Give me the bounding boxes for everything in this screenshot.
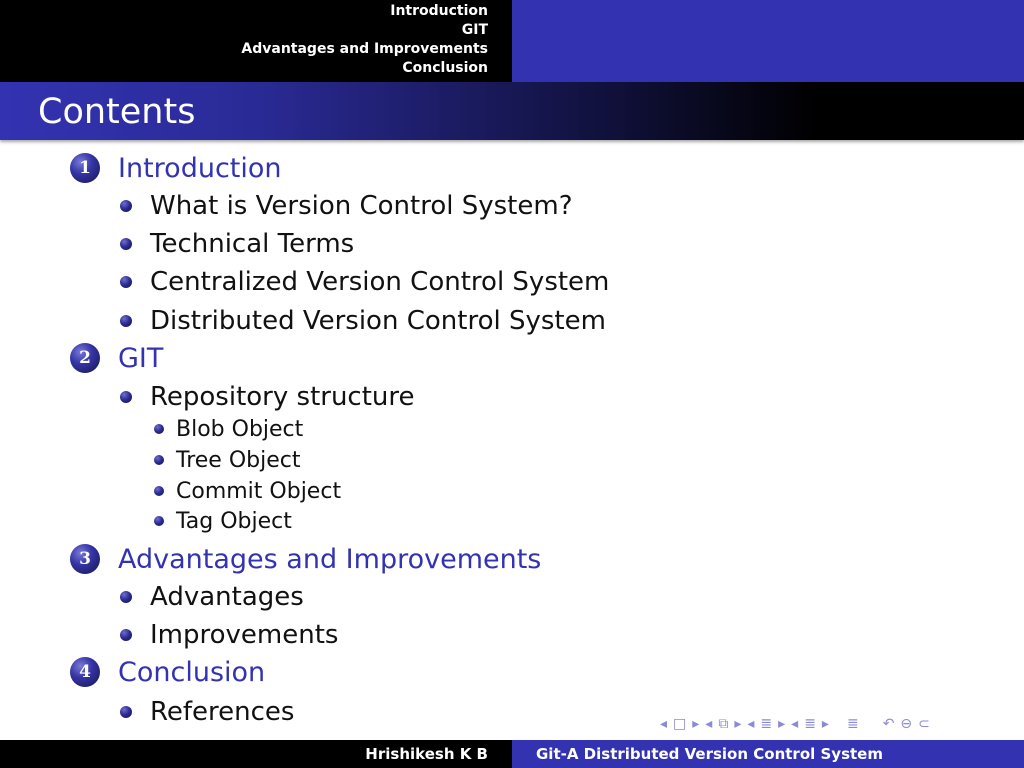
bullet-icon xyxy=(120,591,132,603)
toc-subsection-label: Improvements xyxy=(150,620,339,650)
toc-section-label: Advantages and Improvements xyxy=(118,543,542,575)
header-nav-introduction[interactable]: Introduction xyxy=(390,3,488,19)
toc-subsubsection[interactable] xyxy=(154,415,303,443)
next-section-icon[interactable]: ▸ xyxy=(778,716,786,732)
section-number-ball: 1 xyxy=(70,153,100,183)
toc-section-label: Introduction xyxy=(118,152,282,184)
toc-subsubsection-label: Tree Object xyxy=(176,447,301,473)
toc-section-label: GIT xyxy=(118,342,164,374)
toc-subsection-label: What is Version Control System? xyxy=(150,191,573,221)
bullet-icon xyxy=(120,315,132,327)
header-nav-git[interactable]: GIT xyxy=(461,22,488,38)
section-icon[interactable]: ≣ xyxy=(760,716,773,732)
toc-subsubsection[interactable] xyxy=(154,446,300,474)
section-number-ball: 2 xyxy=(70,343,100,373)
section-number-ball: 3 xyxy=(70,544,100,574)
bullet-icon xyxy=(120,706,132,718)
bullet-icon xyxy=(154,486,164,496)
toc-subsection-label: References xyxy=(150,697,295,727)
bullet-icon xyxy=(154,424,164,434)
subsection-icon[interactable]: ⧉ xyxy=(718,716,729,732)
section-number-ball: 4 xyxy=(70,657,100,687)
bullet-icon xyxy=(120,629,132,641)
toc-subsection-label: Distributed Version Control System xyxy=(150,306,606,336)
header-nav-conclusion[interactable]: Conclusion xyxy=(402,60,488,76)
frame-title: Contents xyxy=(38,92,196,132)
toc-subsection[interactable] xyxy=(120,189,573,223)
navigation-symbols xyxy=(660,712,930,736)
toc-section-1[interactable] xyxy=(70,151,282,185)
frame-title-bar xyxy=(0,82,1024,140)
prev-frame-icon[interactable]: ◂ xyxy=(660,716,668,732)
section-icon[interactable]: ≣ xyxy=(804,716,816,732)
toc-subsection[interactable] xyxy=(120,695,294,729)
bullet-icon xyxy=(120,238,132,250)
header-right-panel xyxy=(512,0,1024,82)
prev-section-icon[interactable]: ◂ xyxy=(791,716,799,732)
prev-subsection-icon[interactable]: ◂ xyxy=(705,716,713,732)
align-icon[interactable]: ≣ xyxy=(846,716,859,732)
prev-section-icon[interactable]: ◂ xyxy=(747,716,755,732)
toc-subsection[interactable] xyxy=(120,618,338,652)
toc-subsection-label: Repository structure xyxy=(150,382,415,412)
toc-section-3[interactable] xyxy=(70,542,541,576)
bullet-icon xyxy=(154,455,164,465)
toc-subsubsection[interactable] xyxy=(154,507,292,535)
bullet-icon xyxy=(154,516,164,526)
toc-subsubsection-label: Tag Object xyxy=(176,508,292,534)
toc-section-label: Conclusion xyxy=(118,656,266,688)
toc-subsection-label: Advantages xyxy=(150,582,304,612)
frame-icon[interactable]: □ xyxy=(673,716,687,732)
header-section-nav xyxy=(0,0,512,82)
search-icon[interactable]: ⊖ xyxy=(900,716,913,732)
toc-subsubsection[interactable] xyxy=(154,477,341,505)
toc-section-4[interactable] xyxy=(70,655,265,689)
next-section-icon[interactable]: ▸ xyxy=(821,716,829,732)
toc-subsubsection-label: Commit Object xyxy=(176,478,342,504)
bullet-icon xyxy=(120,391,132,403)
search-icon[interactable]: ⊂ xyxy=(918,716,930,732)
footer-title: Git-A Distributed Version Control System xyxy=(512,740,1024,768)
toc-subsection-label: Centralized Version Control System xyxy=(150,267,610,297)
back-icon[interactable]: ↶ xyxy=(882,716,895,732)
toc-subsubsection-label: Blob Object xyxy=(176,416,304,442)
toc-subsection[interactable] xyxy=(120,304,606,338)
toc-subsection[interactable] xyxy=(120,265,609,299)
toc-subsection[interactable] xyxy=(120,380,415,414)
bullet-icon xyxy=(120,200,132,212)
toc-subsection[interactable] xyxy=(120,227,354,261)
footer-author: Hrishikesh K B xyxy=(0,740,512,768)
toc-subsection[interactable] xyxy=(120,580,304,614)
header-nav-advantages[interactable]: Advantages and Improvements xyxy=(241,41,488,57)
next-frame-icon[interactable]: ▸ xyxy=(692,716,700,732)
toc-subsection-label: Technical Terms xyxy=(150,229,355,259)
next-subsection-icon[interactable]: ▸ xyxy=(734,716,742,732)
toc-section-2[interactable] xyxy=(70,341,163,375)
bullet-icon xyxy=(120,276,132,288)
